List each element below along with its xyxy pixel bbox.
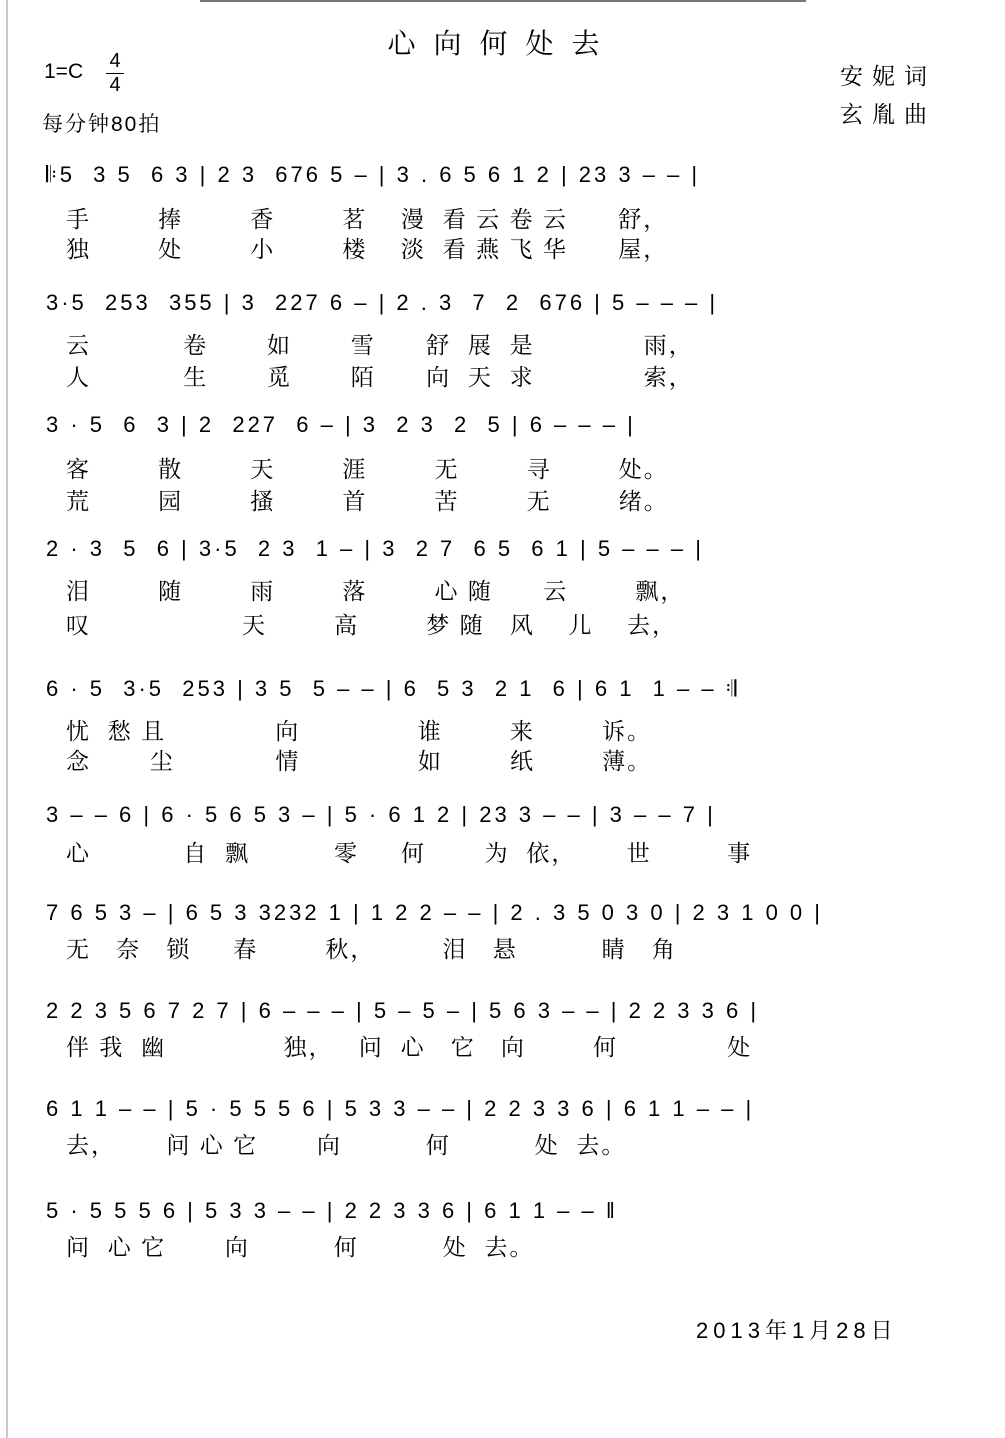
lyrics-verse-2: 念 尘 情 如 纸 薄。 xyxy=(66,748,653,774)
notation-line: 5 · 5 5 5 6 | 5 3 3 – – | 2 2 3 3 6 | 6 1 1 – – ‖ xyxy=(46,1198,618,1223)
lyrics-verse-1: 手 捧 香 茗 漫 看 云 卷 云 舒， xyxy=(66,206,669,232)
lyrics-line: 问 心 它 向 何 处 去。 xyxy=(66,1234,535,1260)
lyrics-line: 无 奈 锁 春 秋， 泪 悬 睛 角 xyxy=(66,936,677,962)
lyrics-line: 伴 我 幽 独， 问 心 它 向 何 处 xyxy=(66,1034,753,1060)
notation-line: 6 1 1 – – | 5 · 5 5 5 6 | 5 3 3 – – | 2 2 3 3 6 | 6 1 1 – – | xyxy=(46,1096,755,1121)
lyrics-verse-2: 人 生 觅 陌 向 天 求 索， xyxy=(66,364,694,390)
composer-credit: 玄胤曲 xyxy=(840,101,936,127)
lyrics-verse-1: 忧 愁 且 向 谁 来 诉。 xyxy=(66,718,652,744)
notation-line: 3 – – 6 | 6 · 5 6 5 3 – | 5 · 6 1 2 | 23 3 – – | 3 – – 7 | xyxy=(46,802,716,827)
time-numerator: 4 xyxy=(106,50,124,74)
notation-line: 3·5 253 355 | 3 227 6 – | 2 . 3 7 2 676 | 5 – – – | xyxy=(46,290,719,315)
lyrics-line: 心 自 飘 零 何 为 依， 世 事 xyxy=(66,840,753,866)
song-title: 心向何处去 xyxy=(387,28,618,59)
composition-date: 2013年1月28日 xyxy=(696,1318,898,1343)
time-denominator: 4 xyxy=(109,74,121,96)
time-signature xyxy=(106,50,124,97)
notation-line: 𝄆5 3 5 6 3 | 2 3 676 5 – | 3 . 6 5 6 1 2 | 23 3 – – | xyxy=(46,162,701,187)
lyricist-credit: 安妮词 xyxy=(840,63,936,89)
lyrics-verse-1: 云 卷 如 雪 舒 展 是 雨， xyxy=(66,332,694,358)
lyrics-verse-2: 叹 天 高 梦 随 风 儿 去， xyxy=(66,612,677,638)
notation-line: 7 6 5 3 – | 6 5 3 3232 1 | 1 2 2 – – | 2 . 3 5 0 3 0 | 2 3 1 0 0 | xyxy=(46,900,823,925)
notation-line: 6 · 5 3·5 253 | 3 5 5 – – | 6 5 3 2 1 6 | 6 1 1 – – 𝄇 xyxy=(46,676,740,701)
lyrics-verse-2: 独 处 小 楼 淡 看 燕 飞 华 屋， xyxy=(66,236,669,262)
tempo-marking: 每分钟80拍 xyxy=(42,113,162,136)
left-margin-line xyxy=(6,0,8,1438)
lyrics-line: 去， 问 心 它 向 何 处 去。 xyxy=(66,1132,627,1158)
lyrics-verse-1: 泪 随 雨 落 心 随 云 飘， xyxy=(66,578,686,604)
notation-line: 2 2 3 5 6 7 2 7 | 6 – – – | 5 – 5 – | 5 6 3 – – | 2 2 3 3 6 | xyxy=(46,998,760,1023)
top-rule xyxy=(200,0,806,2)
lyrics-verse-2: 荒 园 搔 首 苦 无 绪。 xyxy=(66,488,669,514)
notation-line: 2 · 3 5 6 | 3·5 2 3 1 – | 3 2 7 6 5 6 1 | 5 – – – | xyxy=(46,536,704,561)
key-signature: 1=C xyxy=(44,60,84,83)
notation-line: 3 · 5 6 3 | 2 227 6 – | 3 2 3 2 5 | 6 – – – | xyxy=(46,412,636,437)
lyrics-verse-1: 客 散 天 涯 无 寻 处。 xyxy=(66,456,669,482)
